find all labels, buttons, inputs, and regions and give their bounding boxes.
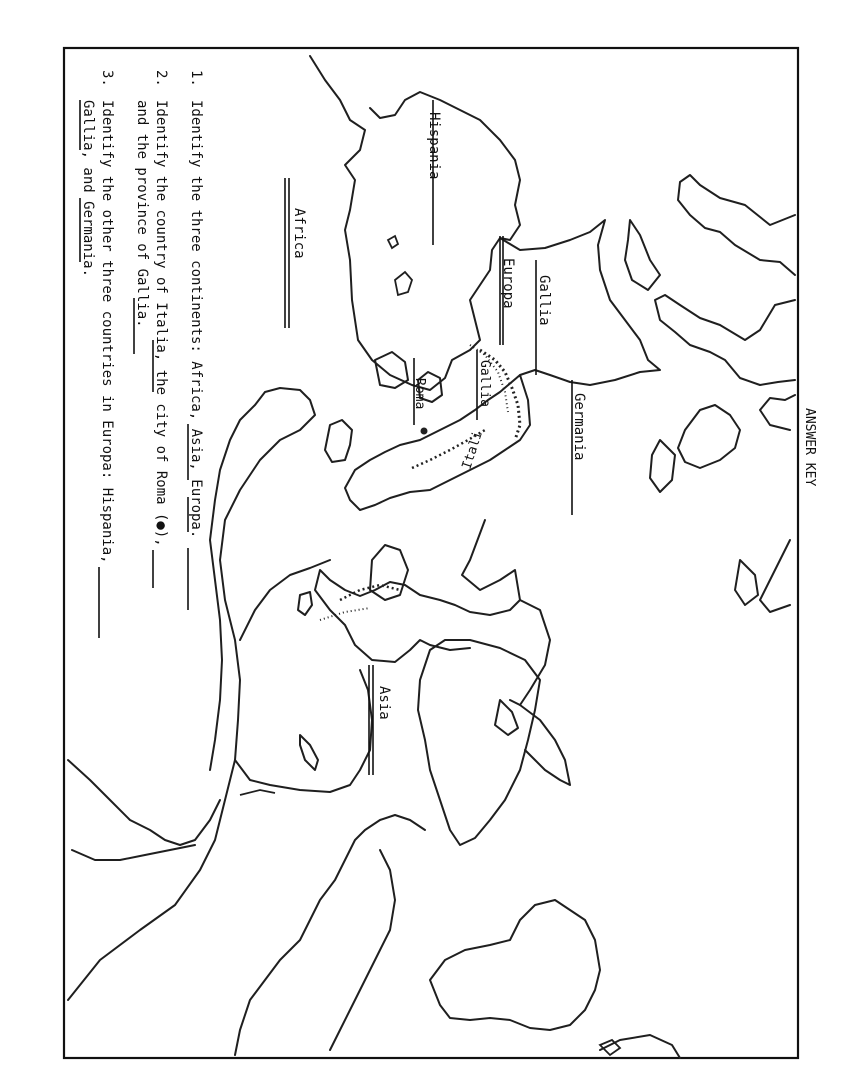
instruction-text: Identify the other three countries in Europa: Hispania,: [99, 100, 115, 564]
instructions: [80, 70, 204, 638]
instruction-text: Identify the three continents: Africa, Asia, Europa.: [188, 100, 204, 539]
instruction-1: [188, 70, 204, 610]
label-roma: Roma: [412, 378, 427, 410]
label-hispania: Hispania: [426, 112, 442, 180]
instruction-text: Identify the country of Italia, the city of Roma (●),: [153, 100, 169, 547]
label-asia: Asia: [376, 686, 392, 720]
label-gallia-province: Gallia: [477, 360, 492, 407]
instruction-number: 3.: [99, 70, 115, 87]
instruction-2: [134, 70, 169, 588]
label-germania: Germania: [571, 393, 587, 461]
instruction-number: 1.: [188, 70, 204, 87]
instruction-text-cont: and the province of Gallia.: [134, 100, 150, 328]
label-africa: Africa: [291, 208, 307, 259]
coastlines: [68, 56, 795, 1058]
instruction-number: 2.: [153, 70, 169, 87]
answer-key-heading: ANSWER KEY: [802, 408, 817, 487]
instruction-text-cont: Gallia, and Germania.: [80, 100, 96, 278]
map-labels: [285, 100, 587, 775]
label-gallia-country: Gallia: [536, 275, 552, 326]
instruction-3: [80, 70, 115, 638]
label-italia: Itali: [459, 429, 486, 472]
label-europa: Europa: [500, 258, 516, 309]
roma-dot: [421, 428, 428, 435]
